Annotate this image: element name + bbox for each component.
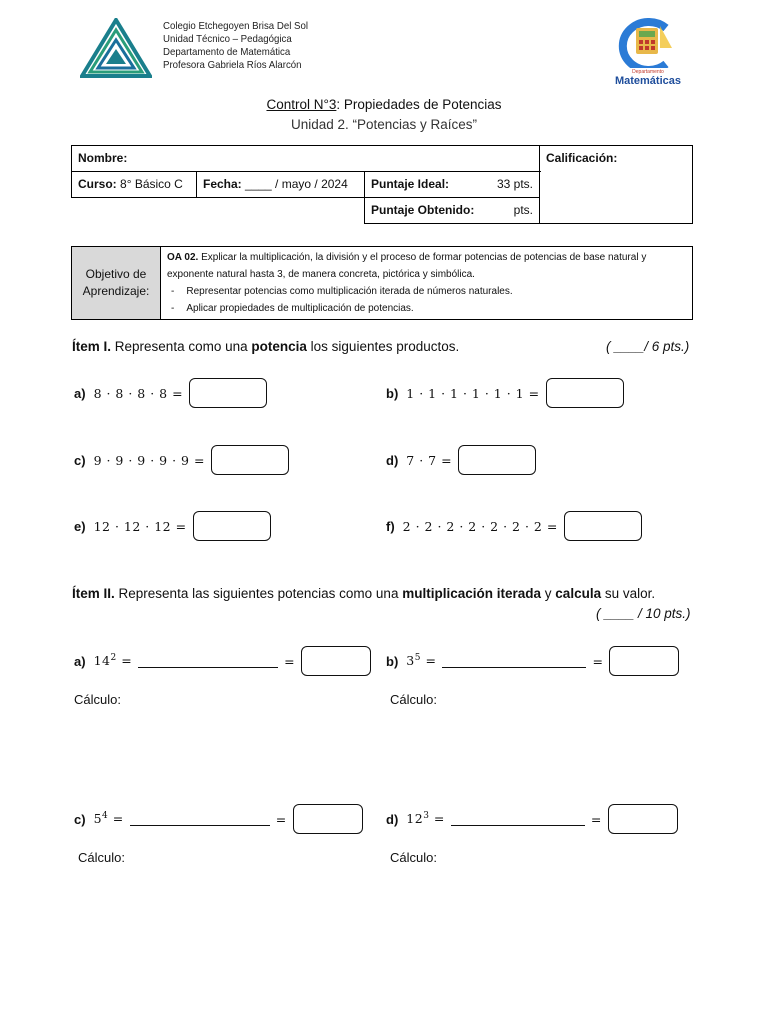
school-logo <box>80 18 152 78</box>
exercise-label: c) <box>74 452 86 468</box>
exercise-expression: 12 · 12 · 12 = <box>93 518 187 534</box>
item2-text-a: Representa las siguientes potencias como una <box>118 586 399 601</box>
answer-line[interactable] <box>138 655 278 668</box>
power-exponent: 3 <box>423 811 430 822</box>
item1-text-bold: potencia <box>251 339 307 354</box>
power-base: 14 <box>93 653 111 669</box>
exercise-power <box>406 811 445 826</box>
grade-label: Calificación: <box>546 151 618 165</box>
power-exponent: 2 <box>110 653 117 664</box>
answer-line[interactable] <box>130 813 270 826</box>
item2-heading <box>72 586 655 601</box>
item1-exercise-f <box>386 511 642 541</box>
item2-bold2: calcula <box>555 586 602 601</box>
power-exponent: 5 <box>414 653 421 664</box>
equals-sign: = <box>112 811 124 827</box>
item2-text-b: y <box>544 586 552 601</box>
exercise-power <box>406 653 436 668</box>
answer-box[interactable] <box>564 511 642 541</box>
objective-table <box>71 246 693 320</box>
control-number: Control N°3 <box>266 97 337 112</box>
objective-description: Explicar la multiplicación, la división y el proceso de formar potencias de potencias de base natural y exponente natural hasta 3, de manera concreta, pictórica y simbólica. <box>167 252 647 280</box>
exercise-expression: 8 · 8 · 8 · 8 = <box>93 385 184 401</box>
equals-sign: = <box>425 653 437 669</box>
exercise-expression: 7 · 7 = <box>406 452 453 468</box>
answer-box[interactable] <box>458 445 536 475</box>
date-cell[interactable] <box>197 172 365 198</box>
exercise-label: c) <box>74 811 86 827</box>
answer-box[interactable] <box>193 511 271 541</box>
answer-box[interactable] <box>608 804 678 834</box>
objective-label-line2: Aprendizaje: <box>82 284 150 298</box>
answer-box[interactable] <box>211 445 289 475</box>
item1-exercise-d <box>386 445 536 475</box>
power-base: 5 <box>93 811 103 827</box>
objective-text <box>161 247 693 320</box>
course-label: Curso: <box>78 177 117 191</box>
power-base: 12 <box>406 811 424 827</box>
date-label: Fecha: <box>203 177 242 191</box>
exercise-label: f) <box>386 518 395 534</box>
ideal-score-value: 33 pts. <box>496 177 533 191</box>
equals-sign: = <box>590 811 602 827</box>
answer-line[interactable] <box>451 813 585 826</box>
answer-line[interactable] <box>442 655 586 668</box>
answer-box[interactable] <box>546 378 624 408</box>
item1-title: Ítem I. <box>72 339 112 354</box>
math-logo-small: Departamento <box>632 69 664 75</box>
unit-name: Unidad Técnico – Pedagógica <box>163 33 292 45</box>
list-item: - Aplicar propiedades de multiplicación de potencias. <box>187 300 686 317</box>
ideal-score-label: Puntaje Ideal: <box>371 177 450 191</box>
course-value: 8° Básico C <box>120 177 183 191</box>
page-subtitle: Unidad 2. “Potencias y Raíces” <box>290 117 478 132</box>
item1-exercise-a <box>74 378 267 408</box>
item2-exercise-d <box>386 804 678 834</box>
item1-text-b: los siguientes productos. <box>310 339 460 354</box>
math-department-logo <box>608 18 688 87</box>
item1-exercise-e <box>74 511 271 541</box>
exercise-label: b) <box>386 385 399 401</box>
exercise-power <box>94 811 124 826</box>
equals-sign: = <box>121 653 133 669</box>
answer-box[interactable] <box>189 378 267 408</box>
exercise-label: d) <box>386 452 399 468</box>
answer-box[interactable] <box>301 646 371 676</box>
math-logo-text: Matemáticas <box>614 75 682 87</box>
exercise-expression: 2 · 2 · 2 · 2 · 2 · 2 · 2 = <box>402 518 558 534</box>
department-name: Departamento de Matemática <box>163 46 291 58</box>
course-cell <box>72 172 197 198</box>
exercise-label: d) <box>386 811 399 827</box>
obtained-score-value: pts. <box>513 203 533 217</box>
exercise-expression: 1 · 1 · 1 · 1 · 1 · 1 = <box>406 385 540 401</box>
student-info-table <box>71 145 693 224</box>
calc-label-b: Cálculo: <box>390 692 437 707</box>
obtained-score-label: Puntaje Obtenido: <box>371 203 475 217</box>
power-base: 3 <box>406 653 415 669</box>
list-item: - Representar potencias como multiplicación iterada de números naturales. <box>187 283 686 300</box>
objective-bullets <box>167 283 686 317</box>
exercise-label: a) <box>74 385 86 401</box>
math-logo-icon <box>608 18 688 68</box>
objective-label <box>72 247 161 320</box>
item1-exercise-b <box>386 378 624 408</box>
exercise-label: e) <box>74 518 86 534</box>
item1-exercise-c <box>74 445 289 475</box>
school-info <box>163 20 308 72</box>
teacher-name: Profesora Gabriela Ríos Alarcón <box>163 59 302 71</box>
name-cell[interactable] <box>72 146 540 172</box>
calc-label-d: Cálculo: <box>390 850 437 865</box>
exercise-label: b) <box>386 653 399 669</box>
answer-box[interactable] <box>293 804 363 834</box>
page-title <box>0 97 768 112</box>
equals-sign: = <box>592 653 604 669</box>
item1-heading <box>72 339 459 354</box>
item2-exercise-c <box>74 804 363 834</box>
equals-sign: = <box>433 811 445 827</box>
calc-label-a: Cálculo: <box>74 692 121 707</box>
item2-text-c: su valor. <box>604 586 656 601</box>
obtained-score-cell[interactable] <box>365 198 540 224</box>
item2-bold1: multiplicación iterada <box>402 586 542 601</box>
objective-label-line1: Objetivo de <box>85 267 147 281</box>
name-label: Nombre: <box>78 151 128 165</box>
exercise-power <box>94 653 133 668</box>
exercise-expression: 9 · 9 · 9 · 9 · 9 = <box>93 452 205 468</box>
item2-points: ( ____ / 10 pts.) <box>596 606 691 621</box>
ideal-score-cell <box>365 172 540 198</box>
exercise-label: a) <box>74 653 86 669</box>
grade-cell[interactable] <box>540 146 693 224</box>
answer-box[interactable] <box>609 646 679 676</box>
item2-exercise-b <box>386 646 679 676</box>
item1-points: ( ____/ 6 pts.) <box>606 339 690 354</box>
item2-exercise-a <box>74 646 371 676</box>
equals-sign: = <box>284 653 296 669</box>
power-exponent: 4 <box>102 811 109 822</box>
title-rest: : Propiedades de Potencias <box>336 97 502 112</box>
date-value: ____ / mayo / 2024 <box>245 177 348 191</box>
school-name: Colegio Etchegoyen Brisa Del Sol <box>163 20 308 32</box>
equals-sign: = <box>275 811 287 827</box>
objective-code: OA 02. <box>167 252 199 263</box>
item2-title: Ítem II. <box>72 586 115 601</box>
item1-text-a: Representa como una <box>114 339 248 354</box>
calc-label-c: Cálculo: <box>78 850 125 865</box>
